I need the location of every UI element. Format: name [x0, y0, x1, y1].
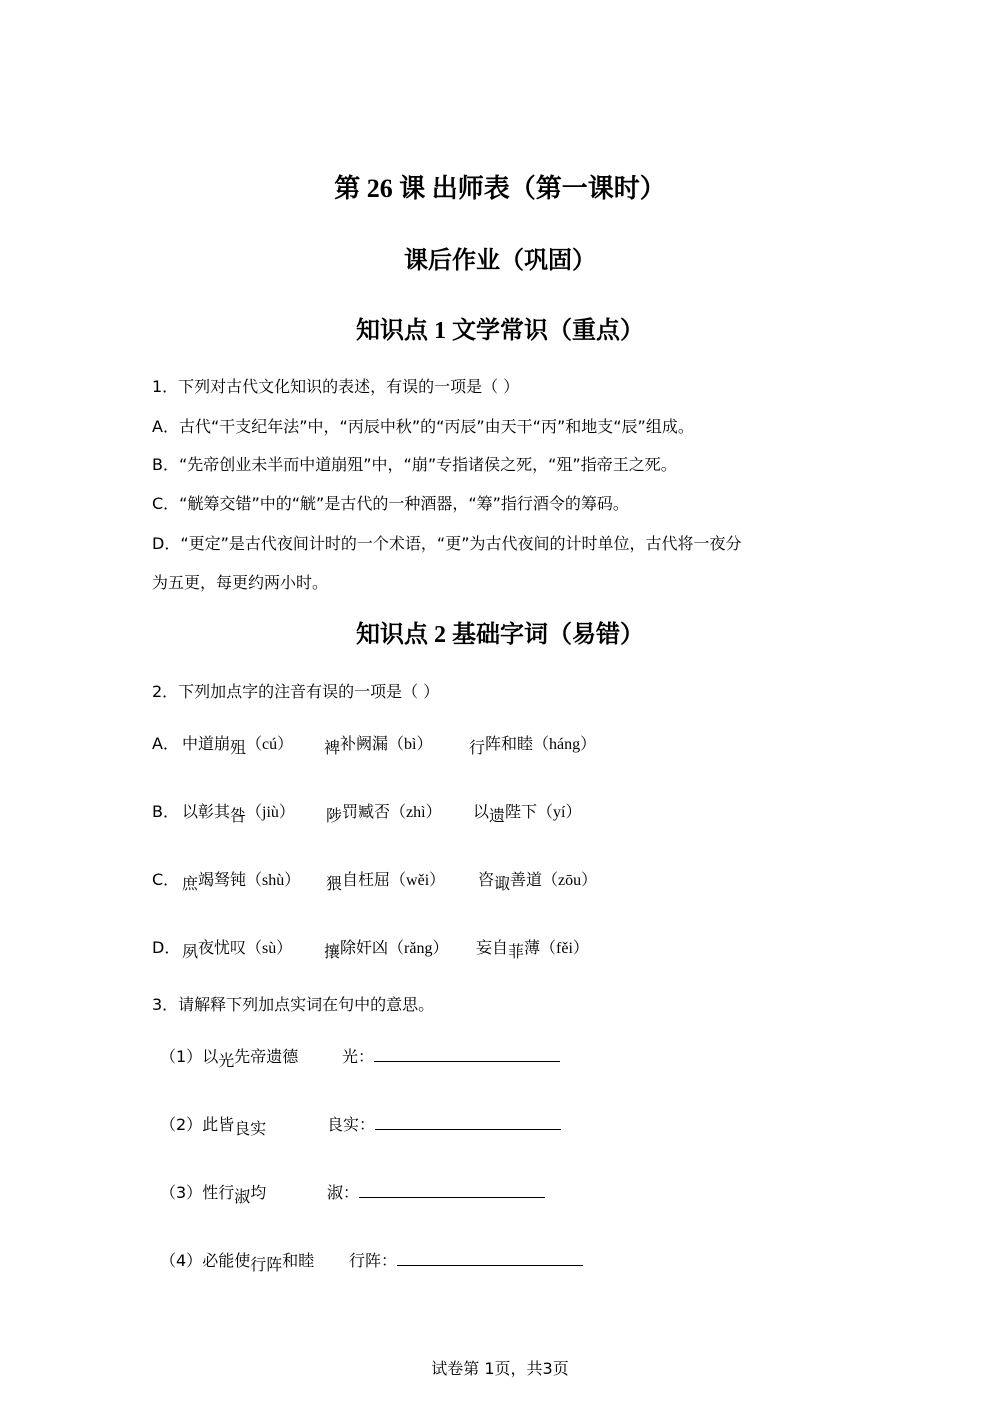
- question-3-stem: 3．请解释下列加点实词在句中的意思。: [152, 995, 435, 1014]
- phrase-item: 行阵和睦（háng）: [469, 734, 597, 757]
- phrase-item: 裨补阙漏（bì）: [324, 734, 433, 757]
- page-title: 第 26 课 出师表（第一课时）: [334, 174, 666, 203]
- phrase-item: 猥自枉屈（wěi）: [326, 870, 446, 893]
- phrase-item: 陟罚臧否（zhì）: [326, 802, 442, 825]
- phrase-item: 以遗陛下（yí）: [473, 802, 582, 825]
- question-1-option-d-continued: 为五更，每更约两小时。: [152, 573, 329, 592]
- phrase-item: 以彰其咎（jiù）: [182, 802, 295, 825]
- phrase-item: 中道崩殂（cú）: [182, 734, 294, 757]
- question-3-item-2: （2）此皆良实 良实：: [160, 1112, 266, 1135]
- section-heading-2: 知识点 2 基础字词（易错）: [356, 622, 644, 648]
- phrase-item: 妄自菲薄（fěi）: [476, 938, 589, 961]
- option-label: A．: [152, 734, 179, 753]
- question-3-item-3: （3）性行淑均 淑：: [160, 1180, 266, 1203]
- answer-slot: 淑：: [327, 1180, 545, 1203]
- phrase-item: 夙夜忧叹（sù）: [182, 938, 293, 961]
- phrase-item: 攘除奸凶（rǎng）: [324, 938, 449, 961]
- question-1-option-a: A．古代“干支纪年法”中，“丙辰中秋”的“丙辰”由天干“丙”和地支“辰”组成。: [152, 417, 694, 436]
- question-2-stem: 2．下列加点字的注音有误的一项是（ ）: [152, 682, 440, 701]
- answer-slot: 良实：: [327, 1112, 561, 1135]
- option-label: C．: [152, 870, 180, 889]
- answer-slot: 行阵：: [349, 1248, 583, 1271]
- question-1-stem: 1．下列对古代文化知识的表述，有误的一项是（ ）: [152, 377, 520, 396]
- answer-blank[interactable]: [375, 1113, 561, 1130]
- option-label: B．: [152, 802, 179, 821]
- section-heading-1: 知识点 1 文学常识（重点）: [356, 318, 644, 344]
- question-1-option-c: C．“觥筹交错”中的“觥”是古代的一种酒器，“筹”指行酒令的筹码。: [152, 494, 629, 513]
- question-3-item-4: （4）必能使行阵和睦 行阵：: [160, 1248, 314, 1271]
- question-1-option-b: B．“先帝创业未半而中道崩殂”中，“崩”专指诸侯之死，“殂”指帝王之死。: [152, 455, 677, 474]
- item-number: （1）: [160, 1047, 203, 1066]
- page-footer: 试卷第 1页，共3页: [431, 1359, 569, 1378]
- item-number: （4）: [160, 1251, 203, 1270]
- answer-blank[interactable]: [359, 1181, 545, 1198]
- answer-slot: 光：: [342, 1044, 560, 1067]
- question-3-item-1: （1）以光先帝遗德 光：: [160, 1044, 298, 1067]
- item-number: （3）: [160, 1183, 203, 1202]
- option-label: D．: [152, 938, 181, 957]
- question-1-option-d: D．“更定”是古代夜间计时的一个术语，“更”为古代夜间的计时单位，古代将一夜分: [152, 534, 742, 553]
- item-number: （2）: [160, 1115, 203, 1134]
- phrase-item: 咨诹善道（zōu）: [478, 870, 598, 893]
- answer-blank[interactable]: [397, 1249, 583, 1266]
- phrase-item: 庶竭驽钝（shù）: [182, 870, 301, 893]
- answer-blank[interactable]: [374, 1045, 560, 1062]
- page-subtitle: 课后作业（巩固）: [404, 246, 596, 274]
